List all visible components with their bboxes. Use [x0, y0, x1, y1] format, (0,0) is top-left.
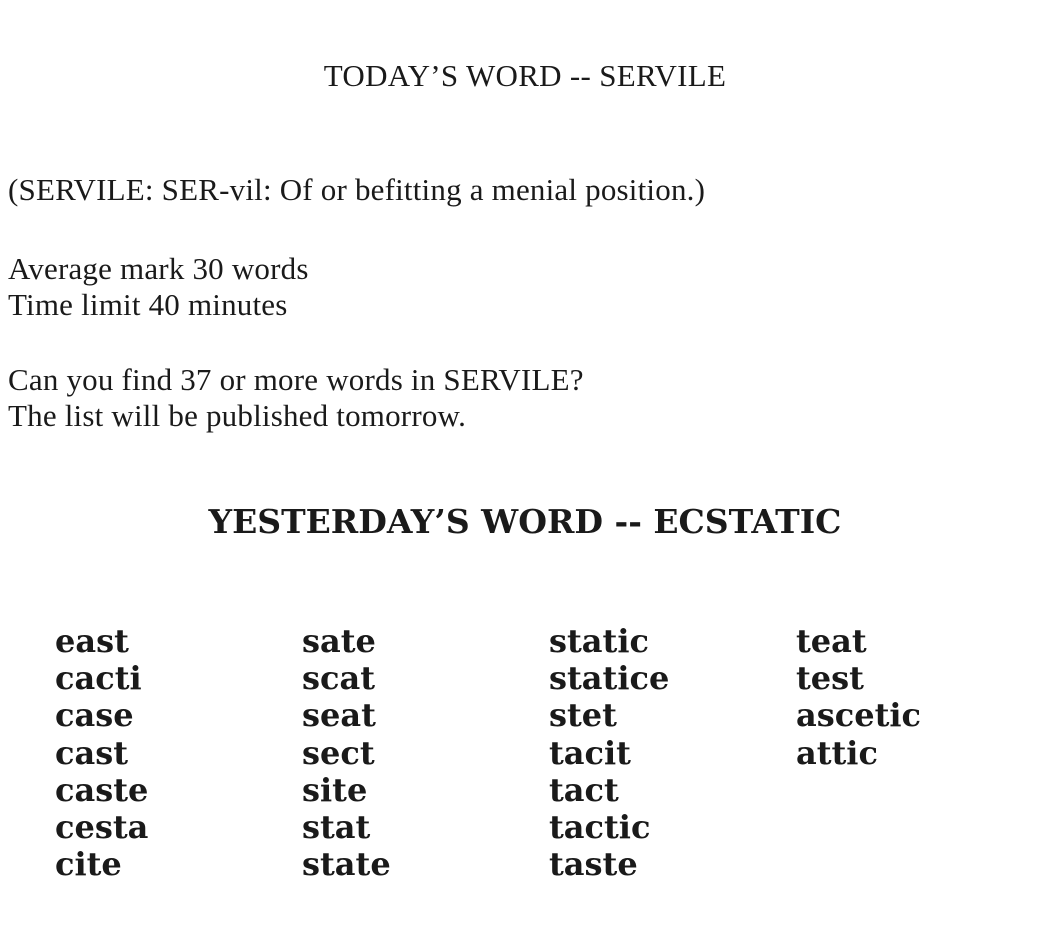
publish-note: The list will be published tomorrow.: [8, 398, 467, 433]
word-item: tactic: [549, 808, 651, 847]
word-item: site: [302, 770, 368, 809]
word-item: ascetic: [796, 696, 922, 735]
word-item: tacit: [549, 733, 631, 772]
challenge-question: Can you find 37 or more words in SERVILE?: [8, 362, 584, 397]
word-item: tact: [549, 770, 619, 809]
word-item: stet: [549, 696, 617, 735]
word-item: statice: [549, 659, 670, 698]
word-item: test: [796, 659, 864, 698]
word-item: teat: [796, 622, 867, 660]
word-item: east: [55, 622, 129, 660]
word-column-2: [302, 623, 549, 883]
word-item: cite: [55, 845, 122, 884]
word-item: cast: [55, 733, 129, 772]
word-item: sate: [302, 622, 376, 660]
word-item: cesta: [55, 808, 149, 847]
word-item: case: [55, 696, 134, 735]
time-limit: Time limit 40 minutes: [8, 287, 288, 322]
word-item: caste: [55, 770, 149, 809]
word-column-4: [796, 623, 1043, 883]
word-item: state: [302, 845, 391, 884]
word-column-3: [549, 623, 796, 883]
word-item: taste: [549, 845, 638, 884]
average-mark: Average mark 30 words: [8, 251, 309, 286]
word-item: cacti: [55, 659, 142, 698]
word-definition: (SERVILE: SER-vil: Of or befitting a menial position.): [8, 172, 706, 207]
puzzle-stats: [8, 251, 309, 323]
yesterdays-word-title: YESTERDAY’S WORD -- ECSTATIC: [208, 502, 842, 541]
word-item: static: [549, 622, 649, 660]
yesterdays-word-list: [55, 623, 1043, 883]
word-item: stat: [302, 808, 371, 847]
word-column-1: [55, 623, 302, 883]
word-item: seat: [302, 696, 376, 735]
challenge-text: [8, 362, 584, 434]
word-item: scat: [302, 659, 376, 698]
word-item: attic: [796, 733, 878, 772]
word-item: sect: [302, 733, 375, 772]
todays-word-title: TODAY’S WORD -- SERVILE: [323, 58, 727, 93]
